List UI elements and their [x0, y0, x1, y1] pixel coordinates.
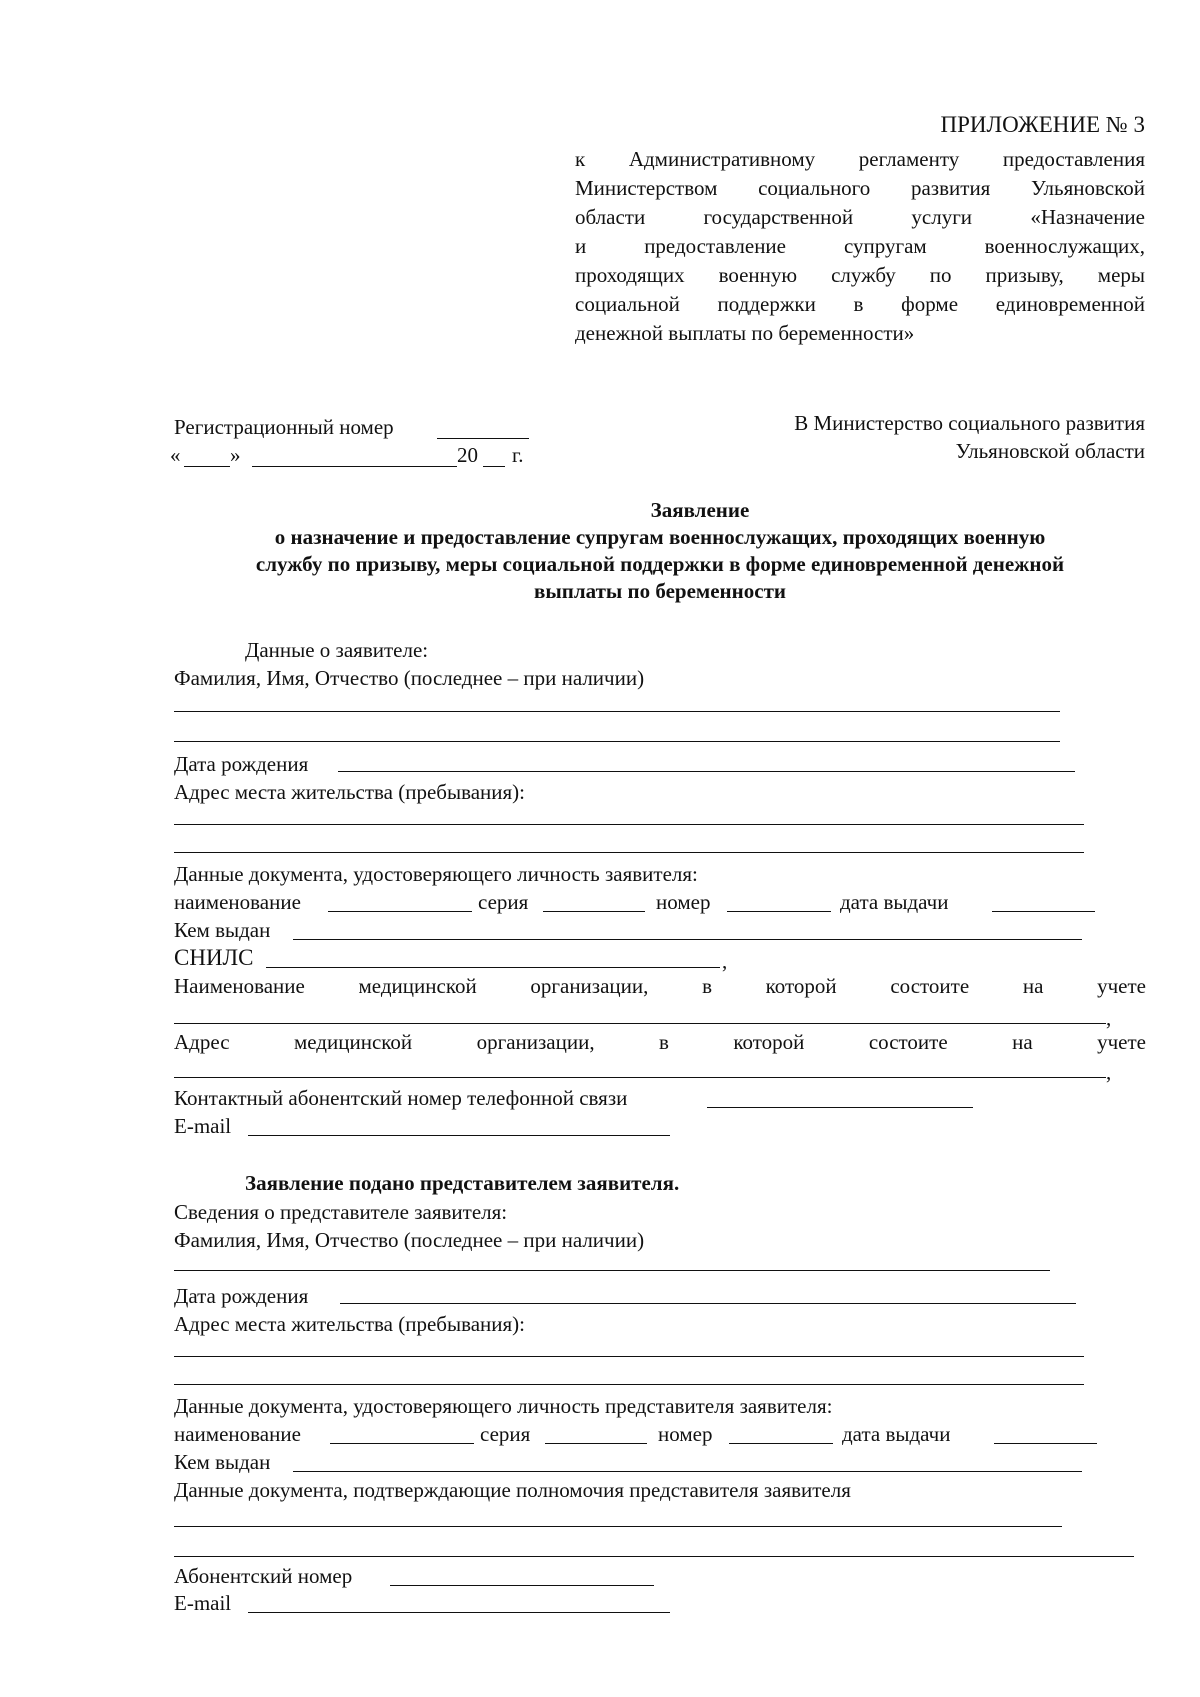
representative-address-field[interactable] — [174, 1384, 1084, 1385]
registration-day-field[interactable] — [184, 466, 230, 467]
form-subtitle-line: службу по призыву, меры социальной поддержки в форме единовременной денежной — [255, 552, 1065, 576]
representative-authority-doc-label: Данные документа, подтверждающие полномочия представителя заявителя — [174, 1478, 851, 1502]
applicant-doc-issue-date-label: дата выдачи — [840, 890, 949, 914]
appendix-line: и предоставление супругам военнослужащих, — [575, 234, 1145, 258]
representative-id-doc-label: Данные документа, удостоверяющего личность представителя заявителя: — [174, 1394, 833, 1418]
representative-fio-label: Фамилия, Имя, Отчество (последнее – при наличии) — [174, 1228, 645, 1252]
representative-doc-name-field[interactable] — [330, 1443, 474, 1444]
representative-authority-doc-field[interactable] — [174, 1556, 1134, 1557]
applicant-fio-field[interactable] — [174, 741, 1060, 742]
representative-section-heading: Заявление подано представителем заявителя. — [245, 1171, 680, 1195]
applicant-id-doc-label: Данные документа, удостоверяющего личность заявителя: — [174, 862, 698, 886]
representative-issued-by-field[interactable] — [293, 1471, 1082, 1472]
applicant-doc-number-field[interactable] — [727, 911, 831, 912]
representative-doc-issue-date-field[interactable] — [994, 1443, 1097, 1444]
form-title: Заявление — [650, 498, 750, 522]
representative-doc-series-label: серия — [480, 1422, 531, 1446]
representative-issued-by-label: Кем выдан — [174, 1450, 271, 1474]
applicant-doc-series-label: серия — [478, 890, 529, 914]
appendix-line: к Административному регламенту предоставления — [575, 147, 1145, 171]
registration-number-field[interactable] — [437, 438, 529, 439]
registration-quote-close: » — [230, 443, 241, 467]
applicant-med-org-address-label: Адрес медицинской организации, в которой состоите на учете — [174, 1030, 1146, 1054]
representative-email-field[interactable] — [248, 1612, 670, 1613]
applicant-med-org-address-field[interactable] — [174, 1077, 1106, 1078]
representative-birthdate-label: Дата рождения — [174, 1284, 309, 1308]
applicant-email-field[interactable] — [248, 1135, 670, 1136]
appendix-label: ПРИЛОЖЕНИЕ № 3 — [940, 112, 1145, 137]
representative-phone-field[interactable] — [390, 1585, 654, 1586]
applicant-phone-label: Контактный абонентский номер телефонной связи — [174, 1086, 628, 1110]
applicant-address-label: Адрес места жительства (пребывания): — [174, 780, 526, 804]
representative-doc-issue-date-label: дата выдачи — [842, 1422, 951, 1446]
appendix-line: социальной поддержки в форме единовременной — [575, 292, 1145, 316]
recipient-line: Ульяновской области — [955, 439, 1145, 463]
snils-comma: , — [722, 949, 728, 973]
registration-year-prefix: 20 — [457, 443, 478, 467]
applicant-phone-field[interactable] — [707, 1107, 973, 1108]
applicant-med-org-name-field[interactable] — [174, 1023, 1106, 1024]
applicant-doc-series-field[interactable] — [543, 911, 645, 912]
representative-doc-series-field[interactable] — [545, 1443, 647, 1444]
applicant-section-heading: Данные о заявителе: — [245, 638, 429, 662]
representative-info-label: Сведения о представителе заявителя: — [174, 1200, 508, 1224]
representative-address-label: Адрес места жительства (пребывания): — [174, 1312, 526, 1336]
applicant-birthdate-label: Дата рождения — [174, 752, 309, 776]
applicant-snils-field[interactable] — [266, 967, 720, 968]
applicant-address-field[interactable] — [174, 852, 1084, 853]
applicant-med-org-name-label: Наименование медицинской организации, в которой состоите на учете — [174, 974, 1146, 998]
med-org-name-comma: , — [1106, 1006, 1112, 1030]
registration-number-label: Регистрационный номер — [174, 415, 394, 439]
form-subtitle-line: о назначение и предоставление супругам военнослужащих, проходящих военную — [274, 525, 1046, 549]
representative-birthdate-field[interactable] — [340, 1303, 1076, 1304]
representative-doc-name-label: наименование — [174, 1422, 301, 1446]
applicant-doc-name-field[interactable] — [328, 911, 472, 912]
form-subtitle-line: выплаты по беременности — [534, 579, 786, 603]
applicant-issued-by-field[interactable] — [293, 939, 1082, 940]
applicant-fio-field[interactable] — [174, 711, 1060, 712]
registration-month-field[interactable] — [252, 466, 457, 467]
appendix-line: проходящих военную службу по призыву, меры — [575, 263, 1145, 287]
representative-doc-number-label: номер — [658, 1422, 713, 1446]
applicant-address-field[interactable] — [174, 824, 1084, 825]
appendix-line: области государственной услуги «Назначение — [575, 205, 1145, 229]
applicant-doc-issue-date-field[interactable] — [992, 911, 1095, 912]
representative-doc-number-field[interactable] — [729, 1443, 833, 1444]
applicant-email-label: E-mail — [174, 1114, 232, 1138]
representative-address-field[interactable] — [174, 1356, 1084, 1357]
med-org-address-comma: , — [1106, 1060, 1112, 1084]
applicant-doc-name-label: наименование — [174, 890, 301, 914]
applicant-issued-by-label: Кем выдан — [174, 918, 271, 942]
representative-email-label: E-mail — [174, 1591, 232, 1615]
appendix-line: Министерством социального развития Ульяновской — [575, 176, 1145, 200]
registration-year-field[interactable] — [483, 466, 505, 467]
representative-fio-field[interactable] — [174, 1270, 1050, 1271]
registration-quote-open: « — [170, 443, 181, 467]
registration-year-suffix: г. — [512, 443, 524, 467]
representative-phone-label: Абонентский номер — [174, 1564, 353, 1588]
applicant-snils-label: СНИЛС — [174, 945, 254, 970]
applicant-doc-number-label: номер — [656, 890, 711, 914]
applicant-fio-label: Фамилия, Имя, Отчество (последнее – при наличии) — [174, 666, 645, 690]
appendix-line: денежной выплаты по беременности» — [575, 321, 915, 345]
representative-authority-doc-field[interactable] — [174, 1526, 1062, 1527]
recipient-line: В Министерство социального развития — [794, 411, 1145, 435]
applicant-birthdate-field[interactable] — [338, 771, 1075, 772]
